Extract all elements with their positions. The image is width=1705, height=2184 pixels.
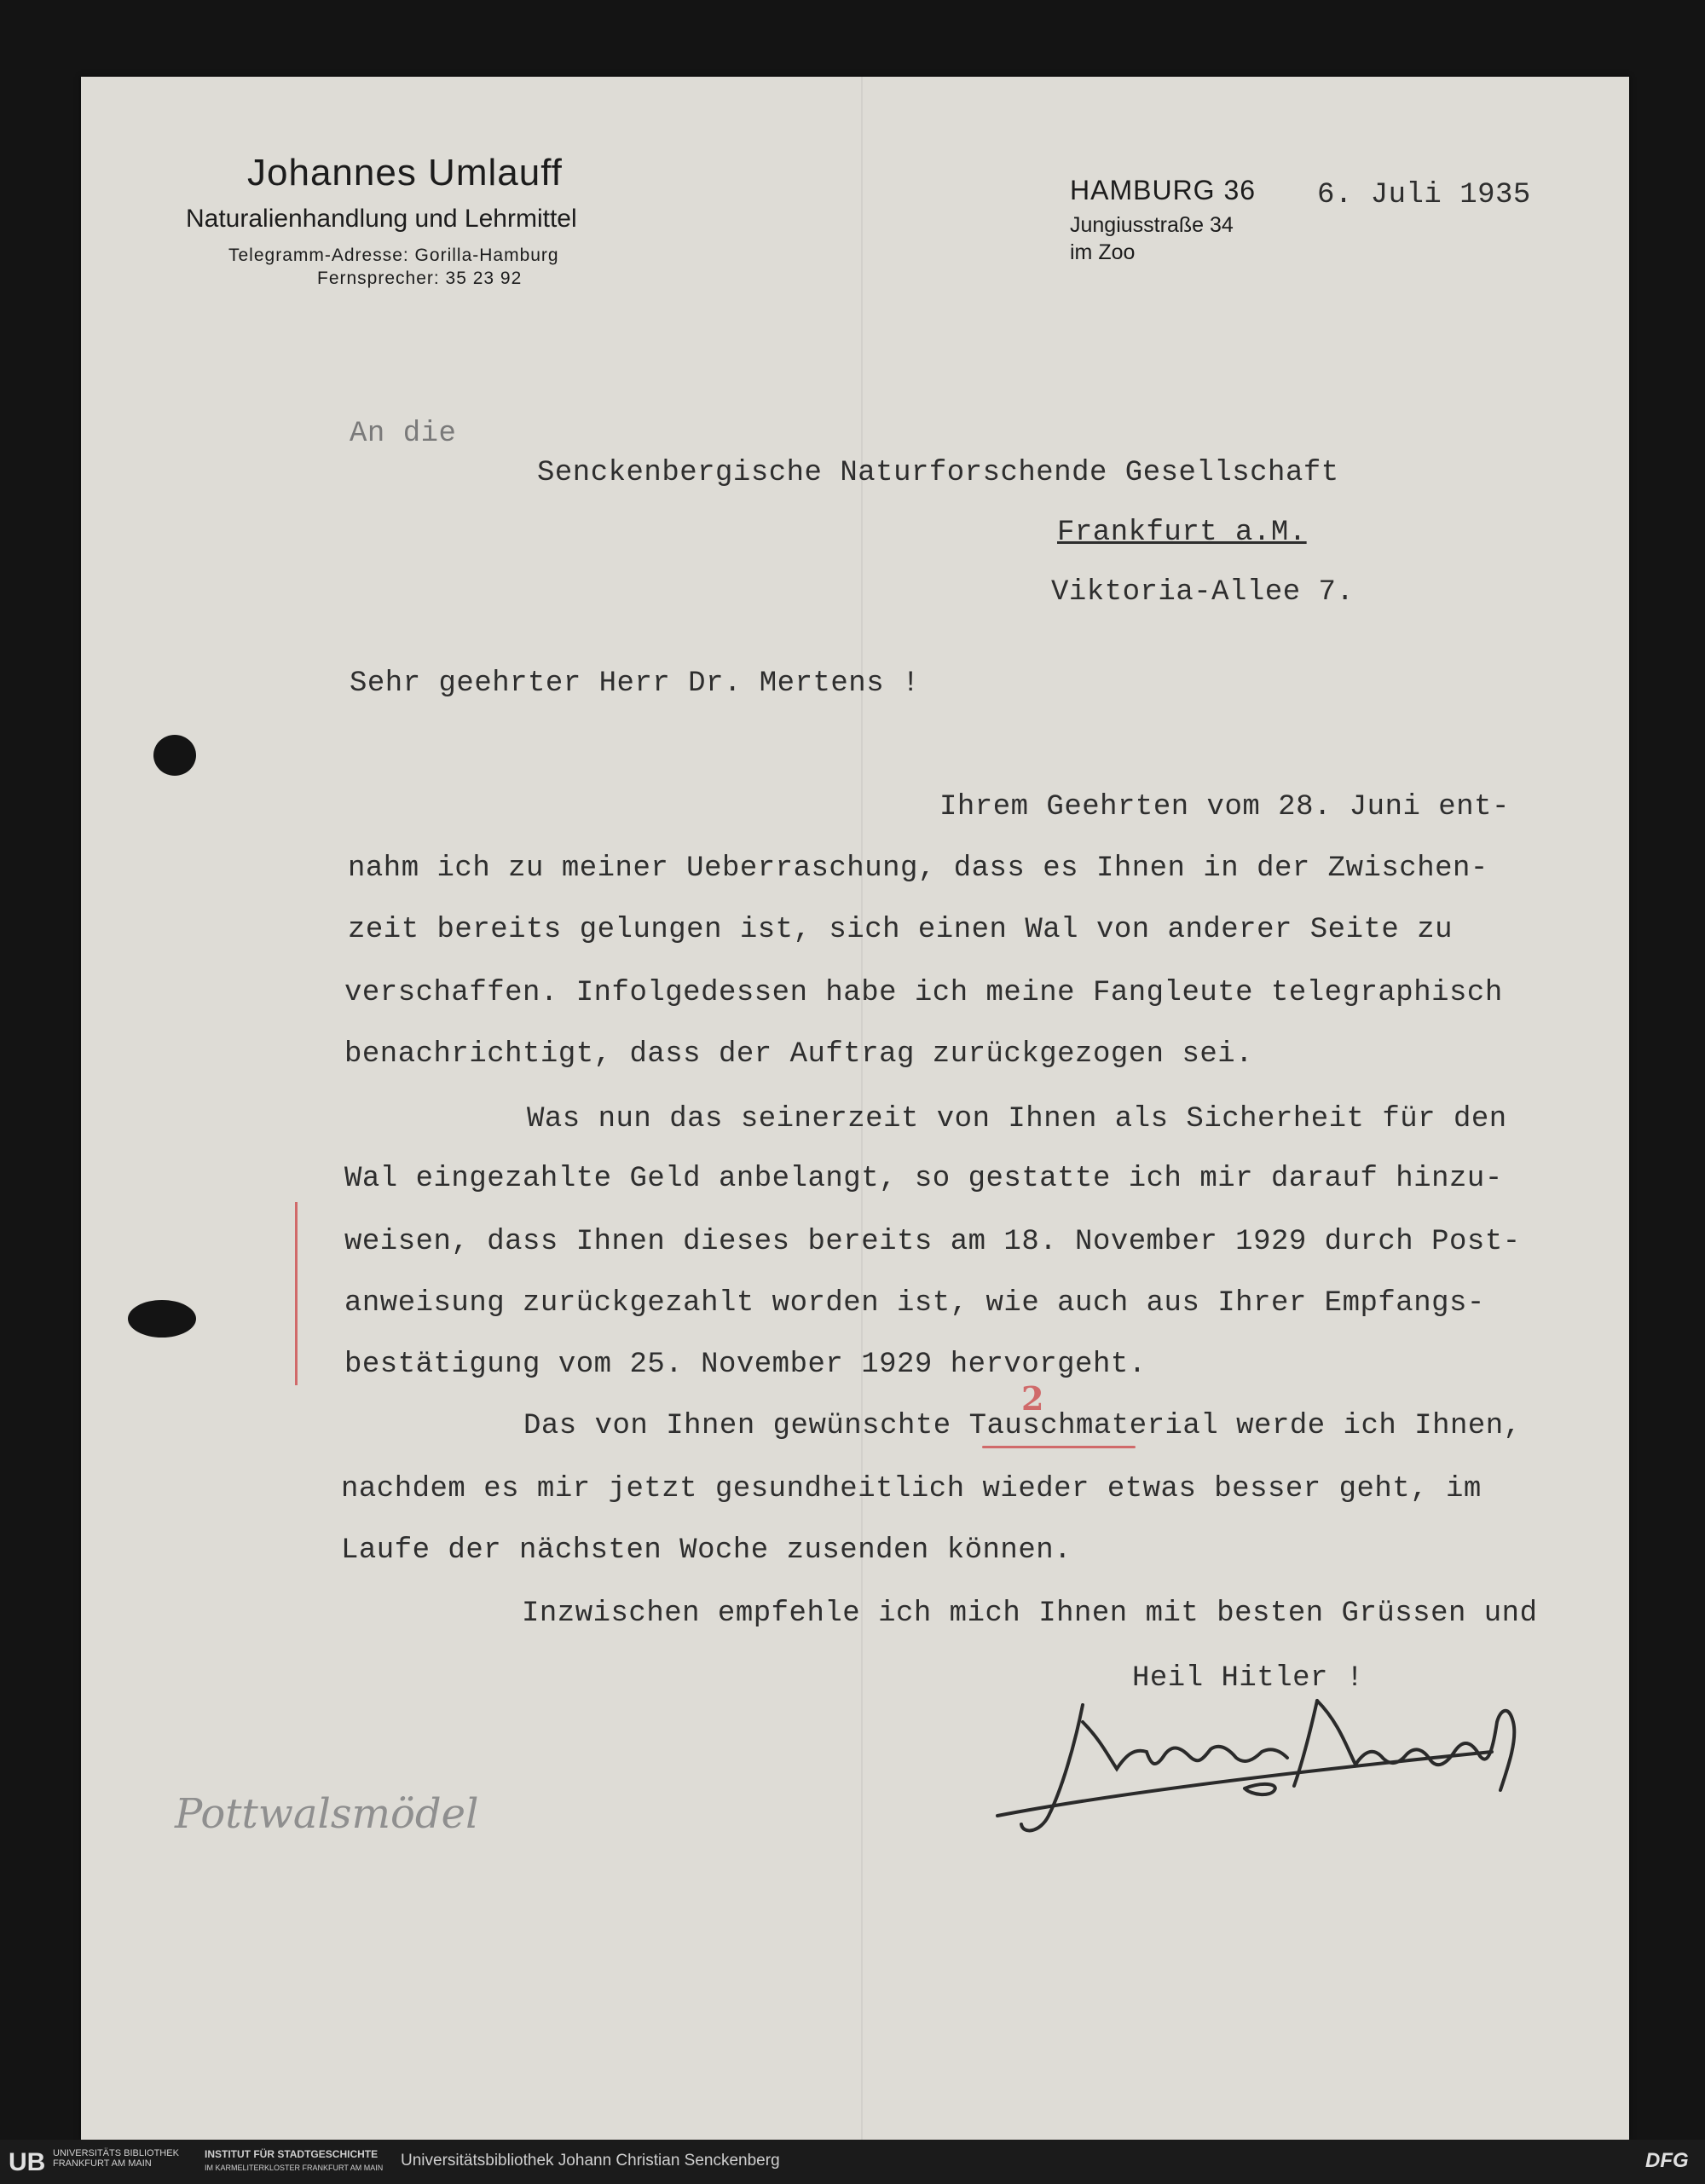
body-line: weisen, dass Ihnen dieses bereits am 18. November 1929 durch Post- — [344, 1226, 1521, 1258]
body-line: Das von Ihnen gewünschte Tauschmaterial werde ich Ihnen, — [523, 1410, 1522, 1442]
dfg-logo: DFG — [1645, 2149, 1689, 2172]
letterhead-telegram: Telegramm-Adresse: Gorilla-Hamburg — [228, 246, 559, 265]
punch-hole-bottom — [128, 1300, 196, 1338]
footer-center-text: Universitätsbibliothek Johann Christian Senckenberg — [401, 2152, 780, 2170]
pencil-margin-note: Pottwalsmödel — [175, 1790, 479, 1838]
ub-text: UNIVERSITÄTS BIBLIOTHEK FRANKFURT AM MAIN — [53, 2148, 179, 2169]
red-margin-mark — [295, 1202, 298, 1385]
letterhead-street: Jungiusstraße 34 — [1070, 213, 1234, 237]
body-line: Ihrem Geehrten vom 28. Juni ent- — [939, 791, 1510, 823]
letter-date: 6. Juli 1935 — [1317, 179, 1531, 211]
body-line: nachdem es mir jetzt gesundheitlich wieder etwas besser geht, im — [341, 1473, 1482, 1505]
footer-bar — [0, 2140, 1705, 2184]
institute-name: INSTITUT FÜR STADTGESCHICHTE — [205, 2148, 379, 2160]
punch-hole-top — [153, 735, 196, 776]
body-line: benachrichtigt, dass der Auftrag zurückgezogen sei. — [344, 1038, 1254, 1071]
red-underline — [982, 1446, 1136, 1448]
salutation: Sehr geehrter Herr Dr. Mertens ! — [350, 667, 920, 700]
address-line: Viktoria-Allee 7. — [1051, 576, 1355, 609]
letterhead-city: HAMBURG 36 — [1070, 175, 1257, 205]
letterhead-phone: Fernsprecher: 35 23 92 — [317, 269, 523, 288]
address-line: Senckenbergische Naturforschende Gesellschaft — [537, 457, 1339, 489]
body-line: Inzwischen empfehle ich mich Ihnen mit besten Grüssen und — [522, 1598, 1538, 1630]
signature — [980, 1688, 1560, 1841]
address-line: An die — [350, 418, 457, 450]
letterhead-name: Johannes Umlauff — [247, 152, 563, 194]
body-line: nahm ich zu meiner Ueberraschung, dass es Ihnen in der Zwischen- — [348, 852, 1488, 885]
body-line: bestätigung vom 25. November 1929 hervorgeht. — [344, 1349, 1147, 1381]
ub-logo: UB — [9, 2148, 46, 2176]
address-line: Frankfurt a.M. — [1057, 517, 1307, 549]
body-line: anweisung zurückgezahlt worden ist, wie auch aus Ihrer Empfangs- — [344, 1287, 1485, 1320]
institute-sub: IM KARMELITERKLOSTER FRANKFURT AM MAIN — [205, 2164, 384, 2172]
body-line: Laufe der nächsten Woche zusenden können. — [341, 1534, 1072, 1567]
body-line: zeit bereits gelungen ist, sich einen Wal von anderer Seite zu — [348, 914, 1454, 946]
body-line: Wal eingezahlte Geld anbelangt, so gestatte ich mir darauf hinzu- — [344, 1163, 1503, 1195]
body-line: verschaffen. Infolgedessen habe ich meine Fangleute telegraphisch — [344, 977, 1503, 1009]
correction-mark: 2 — [1021, 1379, 1044, 1418]
body-line: Was nun das seinerzeit von Ihnen als Sicherheit für den — [527, 1103, 1507, 1135]
letterhead-location: im Zoo — [1070, 240, 1136, 264]
closing: Heil Hitler ! — [1132, 1662, 1364, 1695]
letterhead-business: Naturalienhandlung und Lehrmittel — [186, 205, 577, 233]
